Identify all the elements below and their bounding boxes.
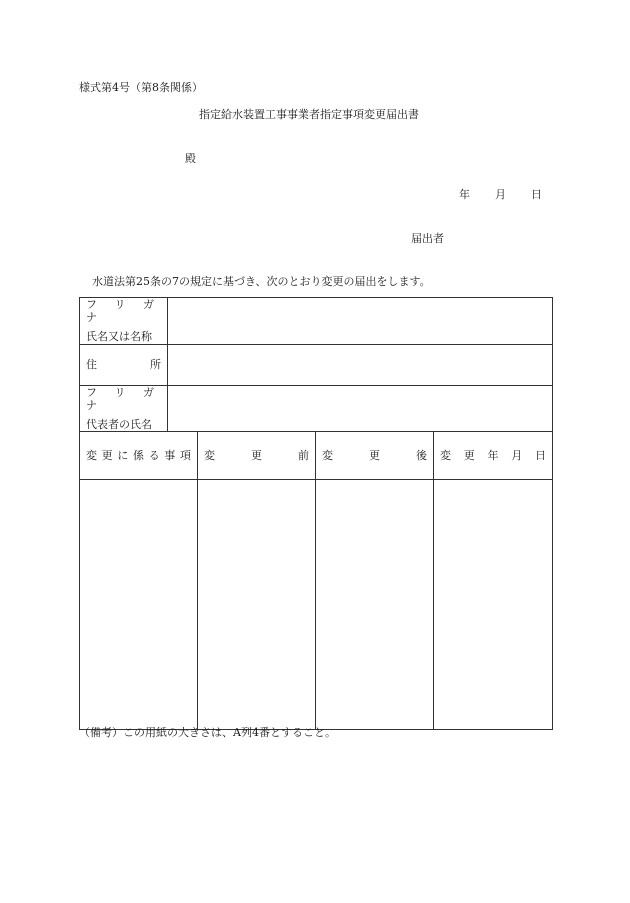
remark-note: （備考）この用紙の大きさは、A列4番とすること。 <box>79 726 336 739</box>
change-date-field[interactable] <box>434 480 553 730</box>
address-field[interactable] <box>168 344 553 385</box>
representative-label: 代表者の氏名 <box>86 417 152 431</box>
matter-header-text: 変 更 に 係 る 事 項 <box>86 449 191 463</box>
matter-header <box>80 432 198 480</box>
representative-row <box>80 385 553 432</box>
before-header-text: 変 更 前 <box>204 449 309 463</box>
name-label: 氏名又は名称 <box>86 330 152 344</box>
before-header <box>198 432 316 480</box>
intro-statement: 水道法第25条の7の規定に基づき、次のとおり変更の届出をします。 <box>92 275 431 288</box>
change-date-header-text: 変 更 年 月 日 <box>440 449 546 463</box>
before-field[interactable] <box>198 480 316 730</box>
after-header-text: 変 更 後 <box>322 449 427 463</box>
address-label-a: 住 <box>86 357 97 371</box>
name-field[interactable] <box>168 298 553 345</box>
change-date-header <box>434 432 553 480</box>
address-label-cell <box>80 344 168 385</box>
date-year-label: 年 <box>459 188 470 201</box>
name-row <box>80 298 553 345</box>
addressee-honorific: 殿 <box>185 152 196 165</box>
after-field[interactable] <box>316 480 434 730</box>
change-body-row <box>80 480 553 730</box>
representative-furigana-label: フ リ ガ ナ <box>86 385 161 412</box>
document-title: 指定給水装置工事事業者指定事項変更届出書 <box>199 108 419 121</box>
form-number: 様式第4号（第8条関係） <box>79 81 203 94</box>
change-form-table <box>79 297 553 730</box>
representative-field[interactable] <box>168 385 553 432</box>
name-furigana-label: フ リ ガ ナ <box>86 298 161 325</box>
after-header <box>316 432 434 480</box>
name-label-cell <box>80 298 168 345</box>
representative-label-cell <box>80 385 168 432</box>
matter-field[interactable] <box>80 480 198 730</box>
date-day-label: 日 <box>531 188 542 201</box>
notifier-label: 届出者 <box>411 232 444 245</box>
address-row <box>80 344 553 385</box>
date-month-label: 月 <box>495 188 506 201</box>
address-label-b: 所 <box>150 357 161 371</box>
change-header-row <box>80 432 553 480</box>
